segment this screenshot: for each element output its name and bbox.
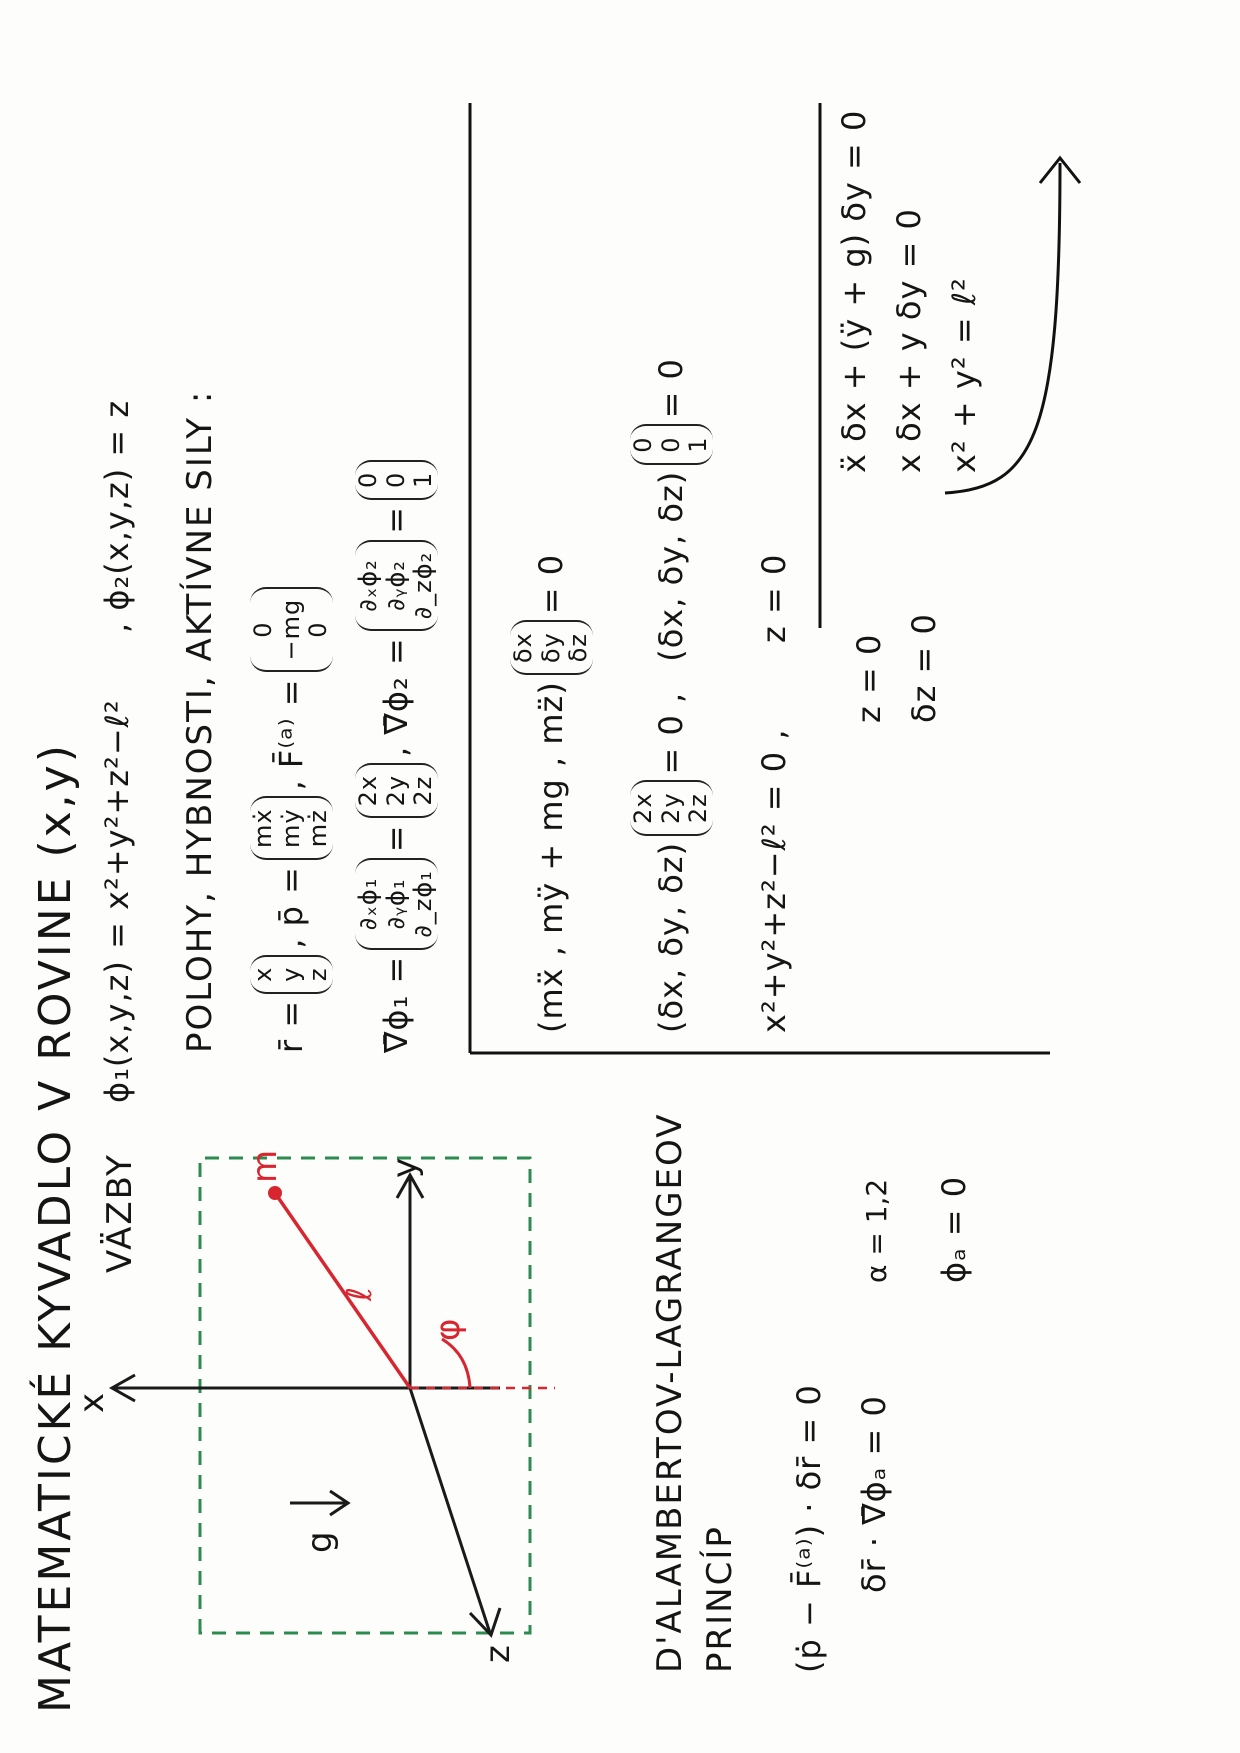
delta-y: δy	[536, 632, 565, 664]
grad2-ry: 0	[381, 471, 410, 488]
diagram-z-label: z	[478, 1643, 518, 1663]
grad2-rx: 0	[354, 471, 382, 488]
page-title: MATEMATICKÉ KYVADLO V ROVINE (x,y)	[30, 742, 81, 1713]
constraint-phi2: , ϕ₂(x,y,z) = z	[98, 399, 136, 633]
f-z: 0	[304, 621, 333, 638]
grad1-ry: 2y	[381, 774, 410, 807]
p-x: mẋ	[249, 808, 277, 849]
grad1-py: ∂ᵧϕ₁	[381, 878, 410, 930]
f-y: −mg	[276, 598, 305, 661]
grad1-label: ∇̄ϕ₁ =	[377, 955, 416, 1053]
boxed-line2-left: (δx, δy, δz)	[652, 841, 691, 1033]
result-eq3: x² + y² = ℓ²	[945, 277, 983, 473]
constraints-label: VÄZBY	[100, 1153, 140, 1273]
delta-z: δz	[564, 633, 593, 663]
boxed-line1-right: = 0	[532, 553, 571, 615]
principle-eq1: (ṗ − F̄⁽ᵃ⁾) · δr̄ = 0	[790, 1384, 828, 1673]
grad2-label: , ∇̄ϕ₂ =	[377, 637, 416, 757]
principle-eq2: δr̄ · ∇̄ϕₐ = 0	[855, 1395, 893, 1593]
r-x: x	[249, 966, 277, 982]
boxed-line2b-v2: 1	[684, 436, 713, 453]
grad1-px: ∂ₓϕ₁	[354, 877, 382, 931]
grad2-pz: ∂_zϕ₂	[409, 551, 438, 620]
f-x: 0	[249, 621, 277, 638]
grad2-rz: 1	[409, 471, 438, 488]
grad1-rz: 2z	[409, 775, 438, 806]
boxed-line2b-v1: 0	[656, 436, 685, 453]
boxed-line2-v2: 2z	[684, 793, 713, 824]
f-label: , F̄⁽ᵃ⁾ =	[272, 678, 311, 791]
boxed-line2b-right: = 0	[652, 358, 691, 419]
r-z: z	[304, 967, 333, 982]
boxed-line2-v0: 2x	[629, 792, 657, 824]
result-eq1: ẍ δx + (ÿ + g) δy = 0	[835, 109, 873, 473]
boxed-line3: x²+y²+z²−ℓ² = 0 ,	[755, 728, 793, 1033]
boxed-line5: δz = 0	[905, 613, 943, 723]
diagram-gravity-label: g	[300, 1529, 340, 1553]
diagram-y-label: y	[385, 1155, 425, 1178]
gradients-row: ∇̄ϕ₁ = ∂ₓϕ₁ ∂ᵧϕ₁ ∂_zϕ₁ = 2x 2y 2z , ∇̄ϕ₂ = ∂ₓϕ₂ ∂ᵧϕ₂ ∂_zϕ₂ = 0 0 1	[355, 454, 438, 1053]
forces-heading: POLOHY, HYBNOSTI, AKTÍVNE SILY :	[180, 389, 220, 1053]
diagram-length-label: ℓ	[340, 1284, 380, 1301]
diagram-x-label: x	[72, 1390, 112, 1413]
boxed-line2-v1: 2y	[656, 792, 685, 824]
boxed-line2b-v0: 0	[629, 436, 657, 453]
diagram-mass-label: m	[245, 1147, 285, 1183]
p-y: mẏ	[276, 808, 305, 849]
principle-eq2-index: α = 1,2	[860, 1178, 893, 1283]
principle-heading-2: PRINCÍP	[700, 1525, 740, 1673]
delta-x: δx	[509, 632, 537, 664]
boxed-line3b: z = 0	[755, 553, 793, 643]
result-eq2: x δx + y δy = 0	[890, 208, 928, 473]
diagram-angle-label: φ	[428, 1316, 468, 1341]
r-label: r̄ =	[272, 999, 311, 1053]
grad1-pz: ∂_zϕ₁	[409, 870, 438, 938]
grad1-rx: 2x	[354, 774, 382, 807]
boxed-line1-left: (mẍ , mÿ + mg , mz̈)	[532, 681, 571, 1033]
boxed-line4: z = 0	[850, 633, 888, 723]
grad2-px: ∂ₓϕ₂	[354, 559, 382, 612]
principle-heading-1: D'ALAMBERTOV-LAGRANGEOV	[650, 1112, 690, 1673]
principle-eq3: ϕₐ = 0	[935, 1175, 973, 1283]
result-arrow	[945, 163, 1060, 493]
grad2-py: ∂ᵧϕ₂	[381, 560, 410, 611]
boxed-line2-right: = 0 ,	[652, 691, 691, 775]
p-z: mż	[304, 809, 333, 848]
boxed-line2b-left: (δx, δy, δz)	[652, 470, 691, 662]
constraint-phi1: ϕ₁(x,y,z) = x²+y²+z²−ℓ²	[98, 699, 136, 1103]
r-y: y	[276, 966, 305, 982]
p-label: , p̄ =	[272, 866, 311, 949]
